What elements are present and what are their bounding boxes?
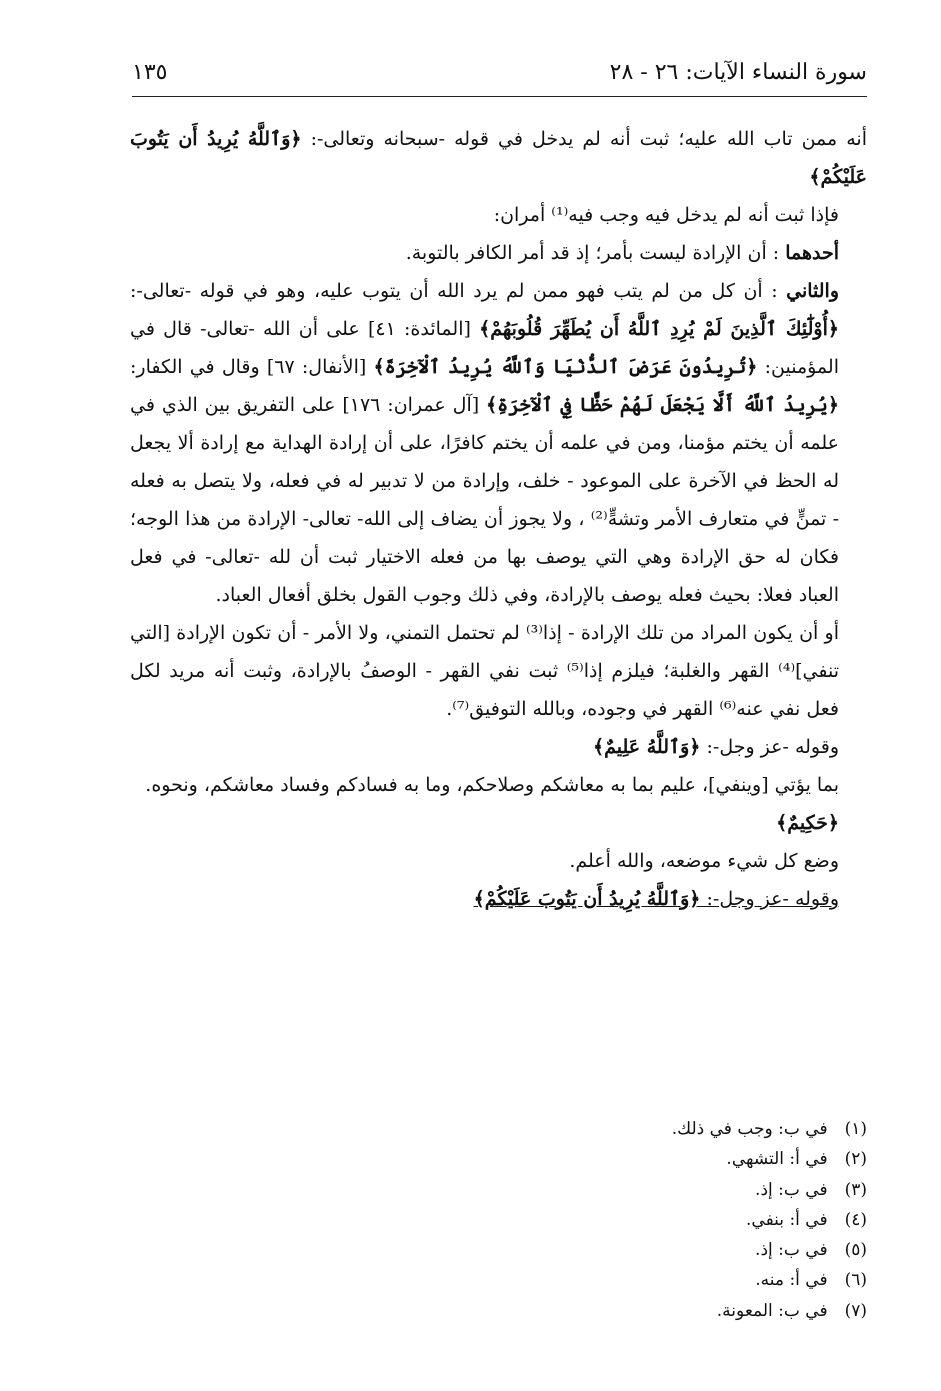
footnote-text: في أ: بنفي.: [746, 1209, 828, 1230]
footnote-number: (٤): [844, 1209, 867, 1230]
footnotes: [447, 1114, 867, 1326]
text-run: أنه ممن تاب الله عليه؛ ثبت أنه لم يدخل في قوله -سبحانه وتعالى-:: [301, 128, 867, 150]
quran-verse: ﴿وَٱللَّهُ يُرِيدُ أَن يَتُوبَ عَلَيْكُمْ﴾: [473, 888, 701, 910]
page-header: [132, 56, 867, 97]
footnote: [447, 1114, 867, 1144]
page-number: ١٣٥: [132, 60, 168, 85]
footnote-text: في ب: إذ.: [755, 1179, 828, 1200]
quran-verse: ﴿أُوْلَٰٓئِكَ ٱلَّذِينَ لَمْ يُرِدِ ٱللَّهُ أَن يُطَهِّرَ قُلُوبَهُمْ﴾: [479, 318, 839, 340]
footnote: [447, 1205, 867, 1235]
paragraph-9: وضع كل شيء موضعه، والله أعلم.: [569, 850, 839, 872]
text-run: [المائدة: ٤١] على أن الله -تعالى- قال في المؤمنين:: [130, 318, 839, 378]
paragraph-2: فإذا ثبت أنه لم يدخل فيه وجب فيه⁽¹⁾ أمران:: [493, 204, 839, 226]
quran-verse: ﴿يُرِيدُ ٱللَّهُ أَلَّا يَجْعَلَ لَهُمْ حَظًّا فِي ٱلْآخِرَةِ﴾: [486, 394, 840, 416]
quran-verse: ﴿تُرِيدُونَ عَرَضَ ٱلدُّنْيَا وَٱللَّهُ يُرِيدُ ٱلْآخِرَةَ﴾: [373, 356, 758, 378]
footnote-number: (٣): [844, 1179, 867, 1200]
text-run: وقوله -عز وجل-:: [700, 736, 839, 758]
paragraph-10: [130, 880, 867, 918]
underlined-heading: [474, 888, 839, 910]
footnote: [447, 1144, 867, 1174]
paragraph-1: [130, 120, 867, 196]
footnote-text: في أ: منه.: [755, 1270, 828, 1291]
footnote-number: (٢): [844, 1149, 867, 1170]
quran-verse: ﴿وَٱللَّهُ يُرِيدُ أَن يَتُوبَ عَلَيْكُمْ﴾: [130, 128, 867, 188]
footnote-number: (٦): [844, 1270, 867, 1291]
text-run: : أن كل من لم يتب فهو ممن لم يرد الله أن يتوب عليه، وهو في قوله -تعالى-:: [130, 280, 787, 302]
paragraph-7: بما يؤتي [وينفي]، عليم بما به معاشكم وصلاحكم، وما به فسادكم وفساد معاشكم، ونحوه.: [145, 774, 839, 796]
paragraph-3: [130, 234, 867, 272]
footnote: [447, 1265, 867, 1295]
text-run: [الأنفال: ٦٧] وقال في الكفار:: [130, 356, 374, 378]
footnote-text: في ب: وجب في ذلك.: [671, 1119, 828, 1139]
footnote: [447, 1235, 867, 1265]
footnote-number: (٧): [844, 1300, 867, 1321]
paragraph-6: [130, 728, 867, 766]
paragraph-5: أو أن يكون المراد من تلك الإرادة - إذا⁽³⁾ لم تحتمل التمني، ولا الأمر - أن تكون الإرادة [التي تنفي]⁽⁴⁾ القهر والغلبة؛ فيلزم إذا⁽⁵⁾ ثبت نفي القهر - الوصفُ بالإرادة، وثبت أنه مريد لكل فعل نفي عنه⁽⁶⁾ القهر في وجوده، وبالله التوفيق⁽⁷⁾.: [130, 622, 839, 720]
text-run: [آل عمران: ١٧٦] على التفريق بين الذي في علمه أن يختم مؤمنا، ومن في علمه أن يختم كافرًا، على أن إرادة الهداية مع إرادة ألا يجعل له الحظ في الآخرة على الموعود - خلف، وإرادة من لا تدبير له في فعله، ولا يتصل به فعله - تمنٍّ في متعارف الأمر وتشهٍّ⁽²⁾ ، ولا يجوز أن يضاف إلى الله- تعالى- الإرادة من هذا الوجه؛ فكان له حق الإرادة وهي التي يوصف بها من فعله الاختيار ثبت أن لله -تعالى- في فعل العباد فعلا: بحيث فعله يوصف بالإرادة، وفي ذلك وجوب القول بخلق أفعال العباد.: [130, 394, 839, 606]
footnote-number: (١): [844, 1119, 867, 1139]
main-text: [130, 120, 867, 918]
section-label: والثاني: [786, 280, 839, 302]
text-run: وقوله -عز وجل-:: [700, 888, 839, 910]
paragraph-8: [130, 804, 867, 842]
footnote-text: في أ: التشهي.: [726, 1149, 828, 1170]
section-label: أحدهما: [785, 242, 839, 264]
footnote: [447, 1296, 867, 1326]
footnote-number: (٥): [844, 1240, 867, 1261]
quran-verse: ﴿وَٱللَّهُ عَلِيمٌ﴾: [592, 736, 701, 758]
text-run: : أن الإرادة ليست بأمر؛ إذ قد أمر الكافر بالتوبة.: [405, 242, 786, 264]
quran-verse: ﴿حَكِيمٌ﴾: [776, 812, 839, 834]
paragraph-4: [130, 272, 867, 614]
footnote-text: في ب: المعونة.: [716, 1300, 828, 1321]
running-title: سورة النساء الآيات: ٢٦ - ٢٨: [609, 60, 867, 85]
footnote-text: في ب: إذ.: [755, 1240, 828, 1261]
footnote: [447, 1175, 867, 1205]
